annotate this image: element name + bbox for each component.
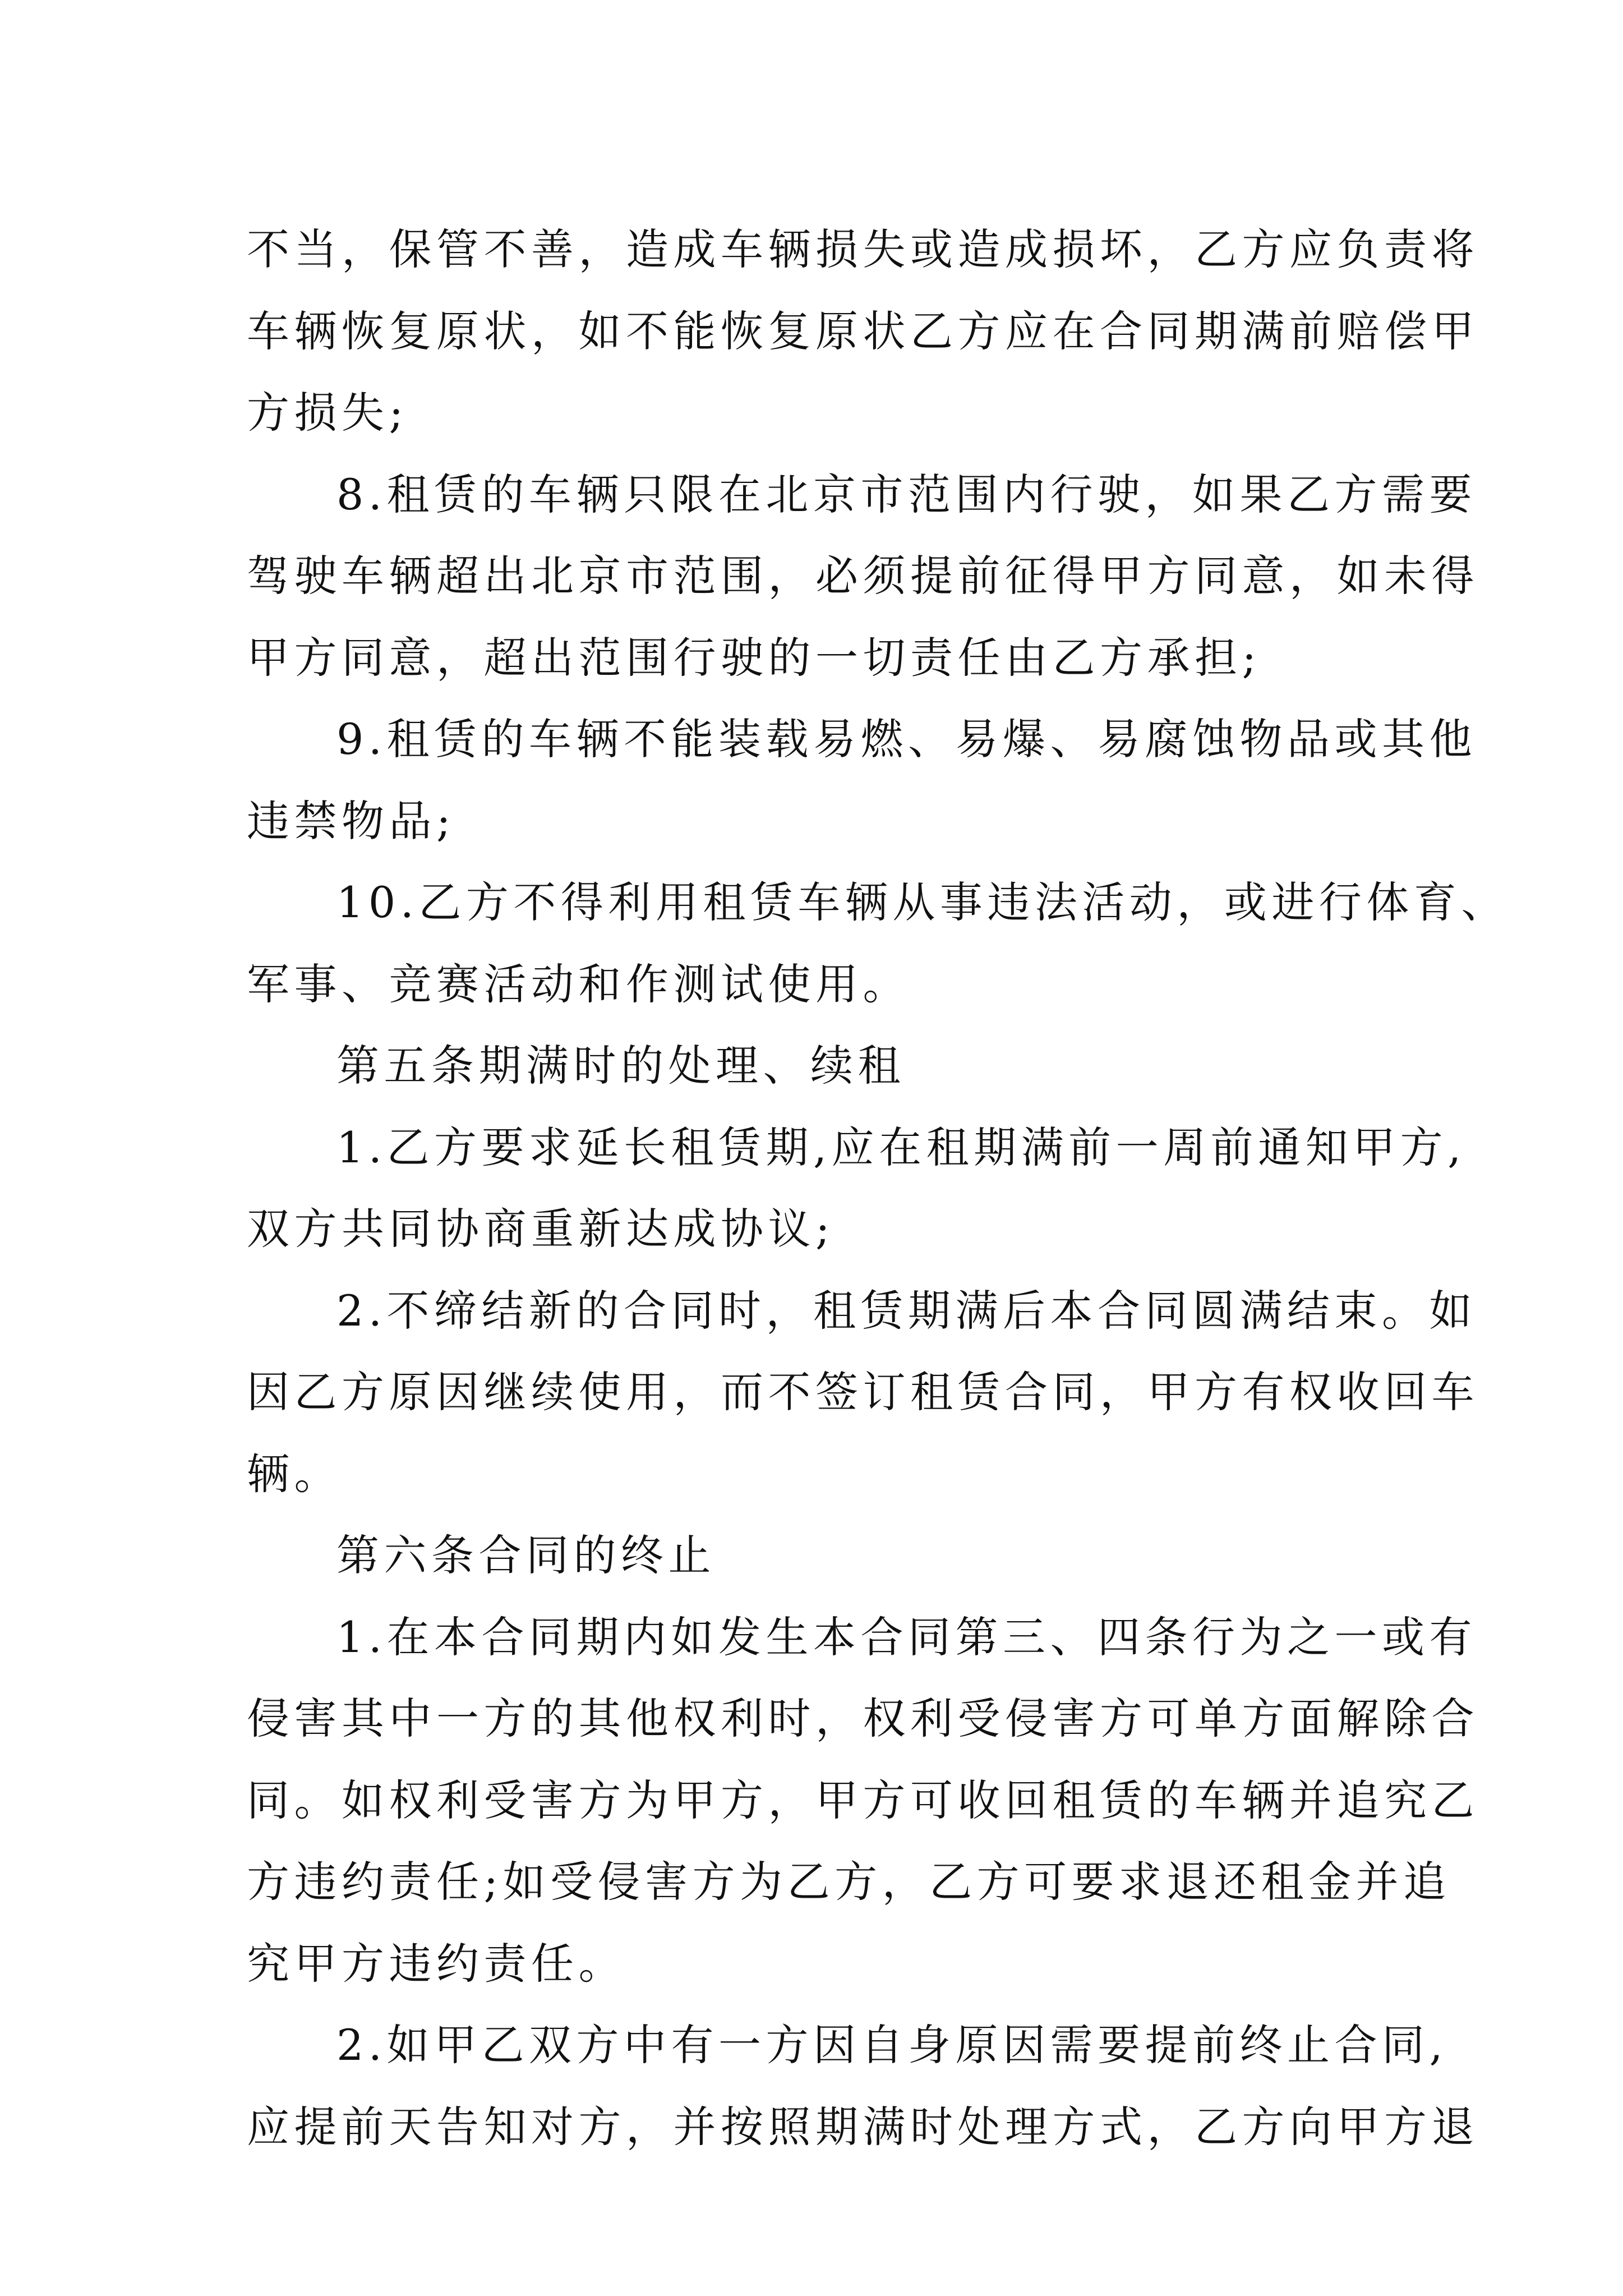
text-line: 因乙方原因继续使用，而不签订租赁合同，甲方有权收回车 — [247, 1367, 1479, 1417]
text-line: 1.乙方要求延长租赁期,应在租期满前一周前通知甲方, — [336, 1122, 1466, 1172]
text-line: 应提前天告知对方，并按照期满时处理方式，乙方向甲方退 — [247, 2101, 1479, 2152]
text-line: 侵害其中一方的其他权利时，权利受侵害方可单方面解除合 — [247, 1694, 1479, 1743]
text-line: 驾驶车辆超出北京市范围，必须提前征得甲方同意，如未得 — [247, 551, 1479, 601]
text-line: 辆。 — [247, 1448, 342, 1499]
text-line: 车辆恢复原状，如不能恢复原状乙方应在合同期满前赔偿甲 — [247, 306, 1479, 356]
text-line: 甲方同意，超出范围行驶的一切责任由乙方承担; — [247, 632, 1261, 683]
text-line: 同。如权利受害方为甲方，甲方可收回租赁的车辆并追究乙 — [247, 1775, 1479, 1825]
paragraph-article-6-item-2 — [247, 2004, 1479, 2168]
paragraph-article-6-item-1 — [247, 1596, 1479, 2005]
text-line: 2.不缔结新的合同时，租赁期满后本合同圆满结束。如 — [336, 1285, 1477, 1336]
section-heading-article-5 — [247, 1025, 1419, 1107]
text-line: 2.如甲乙双方中有一方因自身原因需要提前终止合同, — [336, 2020, 1448, 2070]
text-line: 方违约责任;如受侵害方为乙方，乙方可要求退还租金并追 — [247, 1857, 1451, 1907]
text-line: 10.乙方不得利用租赁车辆从事违法活动，或进行体育、 — [336, 877, 1509, 927]
paragraph-clause-9 — [247, 698, 1477, 862]
paragraph-clause-8 — [247, 454, 1479, 699]
text-line: 1.在本合同期内如发生本合同第三、四条行为之一或有 — [336, 1612, 1477, 1662]
text-line: 军事、竞赛活动和作测试使用。 — [247, 959, 910, 1009]
text-line: 第六条合同的终止 — [336, 1530, 716, 1580]
text-line: 不当，保管不善，造成车辆损失或造成损坏，乙方应负责将 — [247, 224, 1479, 274]
text-line: 9.租赁的车辆不能装载易燃、易爆、易腐蚀物品或其他 — [336, 714, 1477, 764]
text-line: 第五条期满时的处理、续租 — [336, 1041, 905, 1091]
paragraph-article-5-item-1 — [247, 1107, 1466, 1270]
document-body — [247, 209, 1509, 2168]
text-line: 违禁物品; — [247, 795, 456, 846]
text-line: 究甲方违约责任。 — [247, 1938, 626, 1989]
text-line: 双方共同协商重新达成协议; — [247, 1204, 835, 1254]
paragraph-vehicle-damage-continued — [247, 209, 1479, 454]
text-line: 8.租赁的车辆只限在北京市范围内行驶，如果乙方需要 — [336, 469, 1477, 519]
text-line: 方损失; — [247, 388, 408, 438]
section-heading-article-6 — [247, 1515, 1419, 1596]
paragraph-clause-10 — [247, 862, 1509, 1025]
paragraph-article-5-item-2 — [247, 1270, 1479, 1515]
